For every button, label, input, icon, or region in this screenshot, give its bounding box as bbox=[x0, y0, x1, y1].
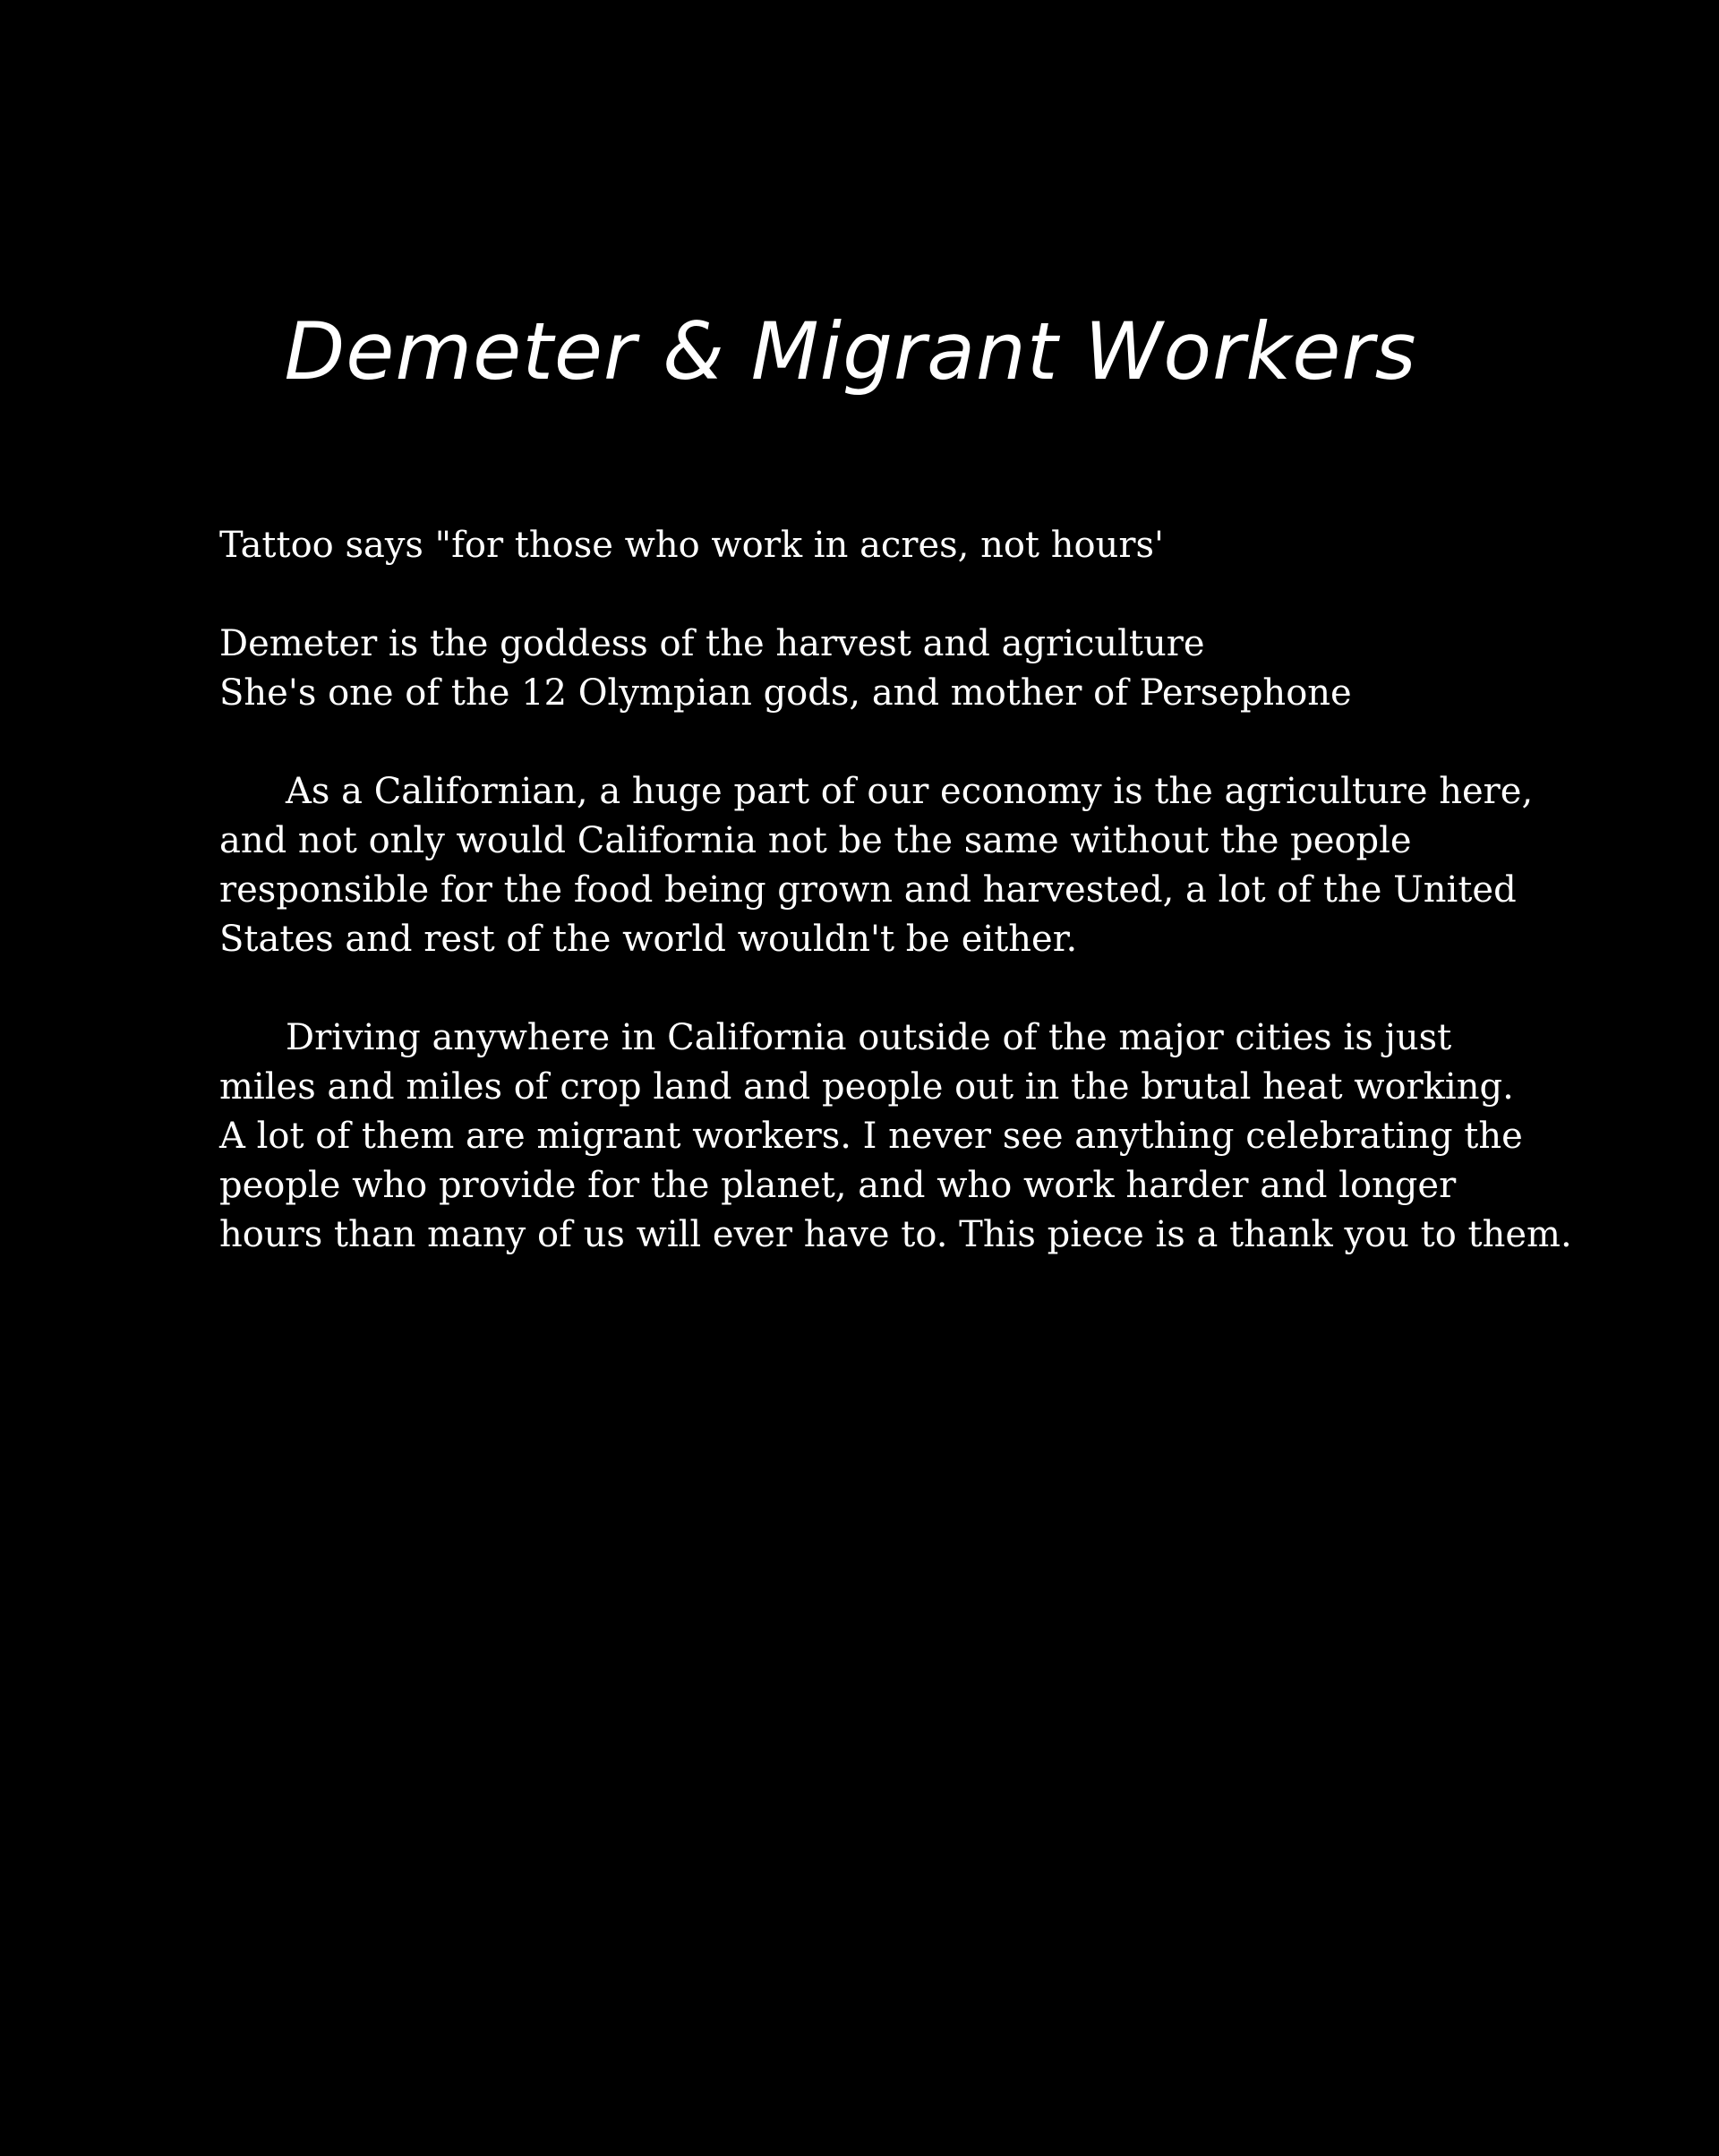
text-line: people who provide for the planet, and who work harder and longer bbox=[219, 1165, 1457, 1206]
paragraph-gap bbox=[219, 718, 1652, 767]
text-line: As a Californian, a huge part of our economy is the agriculture here, bbox=[286, 771, 1534, 812]
tattoo-paragraph bbox=[219, 521, 1652, 570]
text-line: and not only would California not be the same without the people bbox=[219, 820, 1412, 861]
paragraph-gap bbox=[219, 570, 1652, 620]
text-line: responsible for the food being grown and harvested, a lot of the United bbox=[219, 869, 1517, 911]
driving-paragraph bbox=[219, 1014, 1652, 1260]
text-line: A lot of them are migrant workers. I never see anything celebrating the bbox=[219, 1116, 1523, 1157]
californian-paragraph bbox=[219, 767, 1652, 964]
text-line: She's one of the 12 Olympian gods, and mother of Persephone bbox=[219, 672, 1352, 714]
text-line: Tattoo says "for those who work in acres, not hours' bbox=[219, 525, 1164, 566]
text-line: miles and miles of crop land and people out in the brutal heat working. bbox=[219, 1066, 1514, 1108]
demeter-paragraph bbox=[219, 620, 1652, 718]
paragraph-gap bbox=[219, 964, 1652, 1014]
text-line: hours than many of us will ever have to. This piece is a thank you to them. bbox=[219, 1214, 1572, 1255]
text-line: Demeter is the goddess of the harvest and agriculture bbox=[219, 623, 1205, 664]
description-text bbox=[219, 521, 1652, 1260]
page-title: Demeter & Migrant Workers bbox=[284, 305, 1417, 398]
text-line: Driving anywhere in California outside of the major cities is just bbox=[286, 1017, 1452, 1058]
text-line: States and rest of the world wouldn't be either. bbox=[219, 919, 1078, 960]
